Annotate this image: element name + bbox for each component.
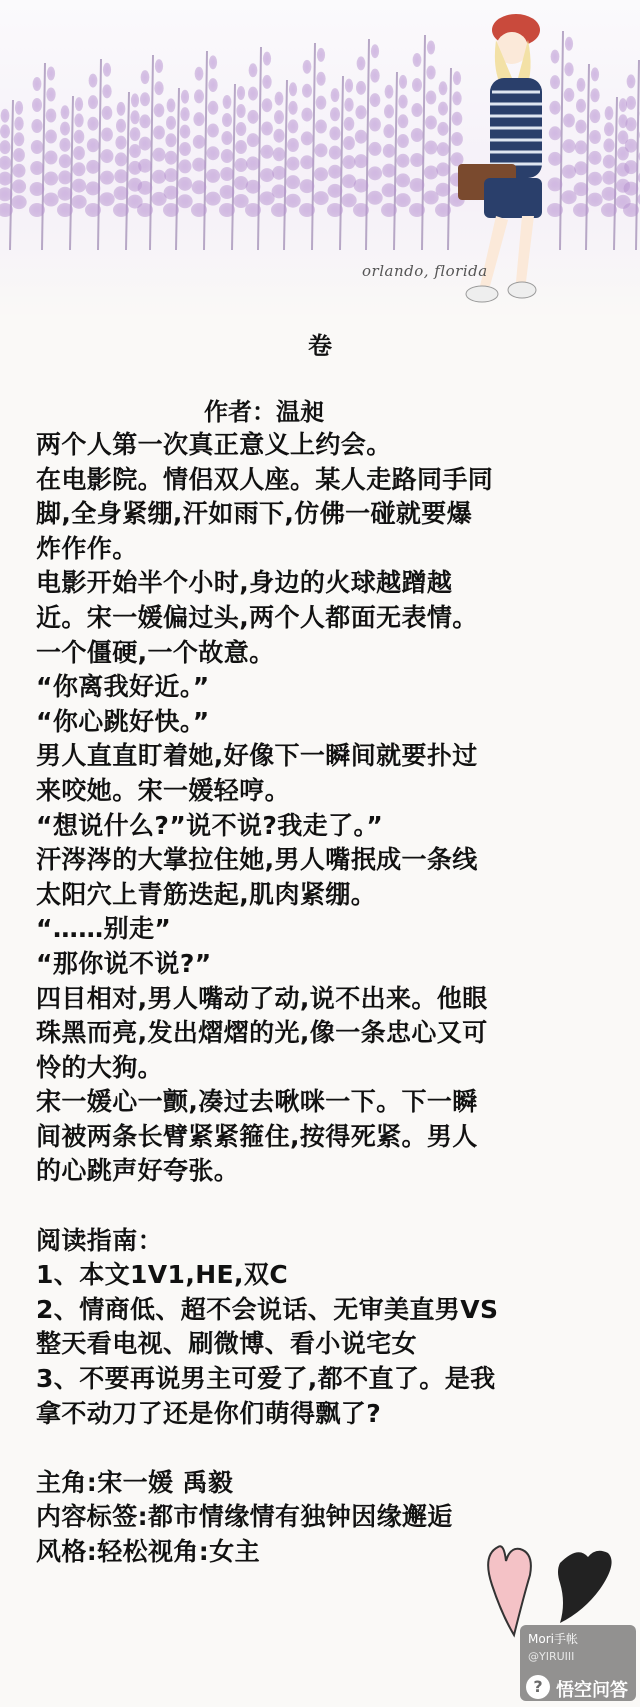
lavender-girl-illustration bbox=[0, 0, 640, 320]
text-line: 一个僵硬,一个故意。 bbox=[36, 637, 275, 667]
text-line: 整天看电视、刷微博、看小说宅女 bbox=[36, 1329, 418, 1359]
text-line: 主角:宋一媛 禹毅 bbox=[36, 1467, 234, 1497]
text-line: 近。宋一媛偏过头,两个人都面无表情。 bbox=[36, 602, 478, 632]
blank-line bbox=[36, 1189, 626, 1224]
text-line: 电影开始半个小时,身边的火球越蹭越 bbox=[36, 568, 453, 598]
text-line: 来咬她。宋一媛轻哼。 bbox=[36, 775, 291, 805]
text-line: 1、本文1V1,HE,双C bbox=[36, 1260, 289, 1290]
text-line: 脚,全身紧绷,汗如雨下,仿佛一碰就要爆 bbox=[36, 499, 473, 529]
text-line: 风格:轻松视角:女主 bbox=[36, 1537, 260, 1566]
black-heart-icon bbox=[558, 1551, 612, 1623]
header-illustration bbox=[0, 0, 640, 320]
pink-heart-icon bbox=[488, 1546, 531, 1635]
text-line: 太阳穴上青筋迭起,肌肉紧绷。 bbox=[36, 879, 377, 909]
text-line: 两个人第一次真正意义上约会。 bbox=[36, 430, 392, 459]
text-line: 在电影院。情侣双人座。某人走路同手同 bbox=[36, 464, 494, 494]
author-line: 作者：温昶 bbox=[204, 398, 324, 426]
text-line: 2、情商低、超不会说话、无审美直男VS bbox=[36, 1294, 499, 1324]
text-line: 宋一媛心一颤,凑过去啾咪一下。下一瞬 bbox=[36, 1087, 478, 1117]
blank-line bbox=[36, 1431, 626, 1466]
text-line: 炸作作。 bbox=[36, 533, 138, 563]
text-line: 3、不要再说男主可爱了,都不直了。是我 bbox=[36, 1364, 496, 1394]
text-line: 珠黑而亮,发出熠熠的光,像一条忠心又可 bbox=[36, 1018, 488, 1048]
text-line: 男人直直盯着她,好像下一瞬间就要扑过 bbox=[36, 741, 478, 771]
text-line: 拿不动刀了还是你们萌得飘了? bbox=[36, 1398, 382, 1428]
text-line: 四目相对,男人嘴动了动,说不出来。他眼 bbox=[36, 983, 488, 1013]
illustration-caption: orlando, florida bbox=[362, 262, 488, 280]
text-line: “……别走” bbox=[36, 914, 172, 944]
text-line: “你心跳好快。” bbox=[36, 706, 210, 736]
text-line: 怜的大狗。 bbox=[36, 1052, 164, 1082]
watermark-site: 悟空问答 bbox=[556, 1680, 628, 1701]
wukong-logo-icon: ? bbox=[526, 1675, 550, 1699]
text-line: 阅读指南： bbox=[36, 1225, 164, 1255]
text-line: “想说什么?”说不说?我走了。” bbox=[36, 810, 384, 840]
girl-figure bbox=[458, 14, 542, 302]
lavender-flowers bbox=[0, 31, 640, 250]
text-line: “你离我好近。” bbox=[36, 672, 210, 702]
text-line: 内容标签:都市情缘情有独钟因缘邂逅 bbox=[36, 1502, 453, 1532]
watermark-brand: Mori手帐 bbox=[528, 1632, 578, 1646]
text-line: 汗涔涔的大掌拉住她,男人嘴抿成一条线 bbox=[36, 845, 478, 875]
text-line: 间被两条长臂紧紧箍住,按得死紧。男人 bbox=[36, 1121, 478, 1151]
article-title: 卷 bbox=[308, 332, 332, 360]
text-line: 的心跳声好夸张。 bbox=[36, 1156, 240, 1186]
watermark-handle: @YIRUIII bbox=[528, 1650, 575, 1663]
text-line: “那你说不说?” bbox=[36, 948, 212, 978]
article-body bbox=[36, 428, 626, 1570]
